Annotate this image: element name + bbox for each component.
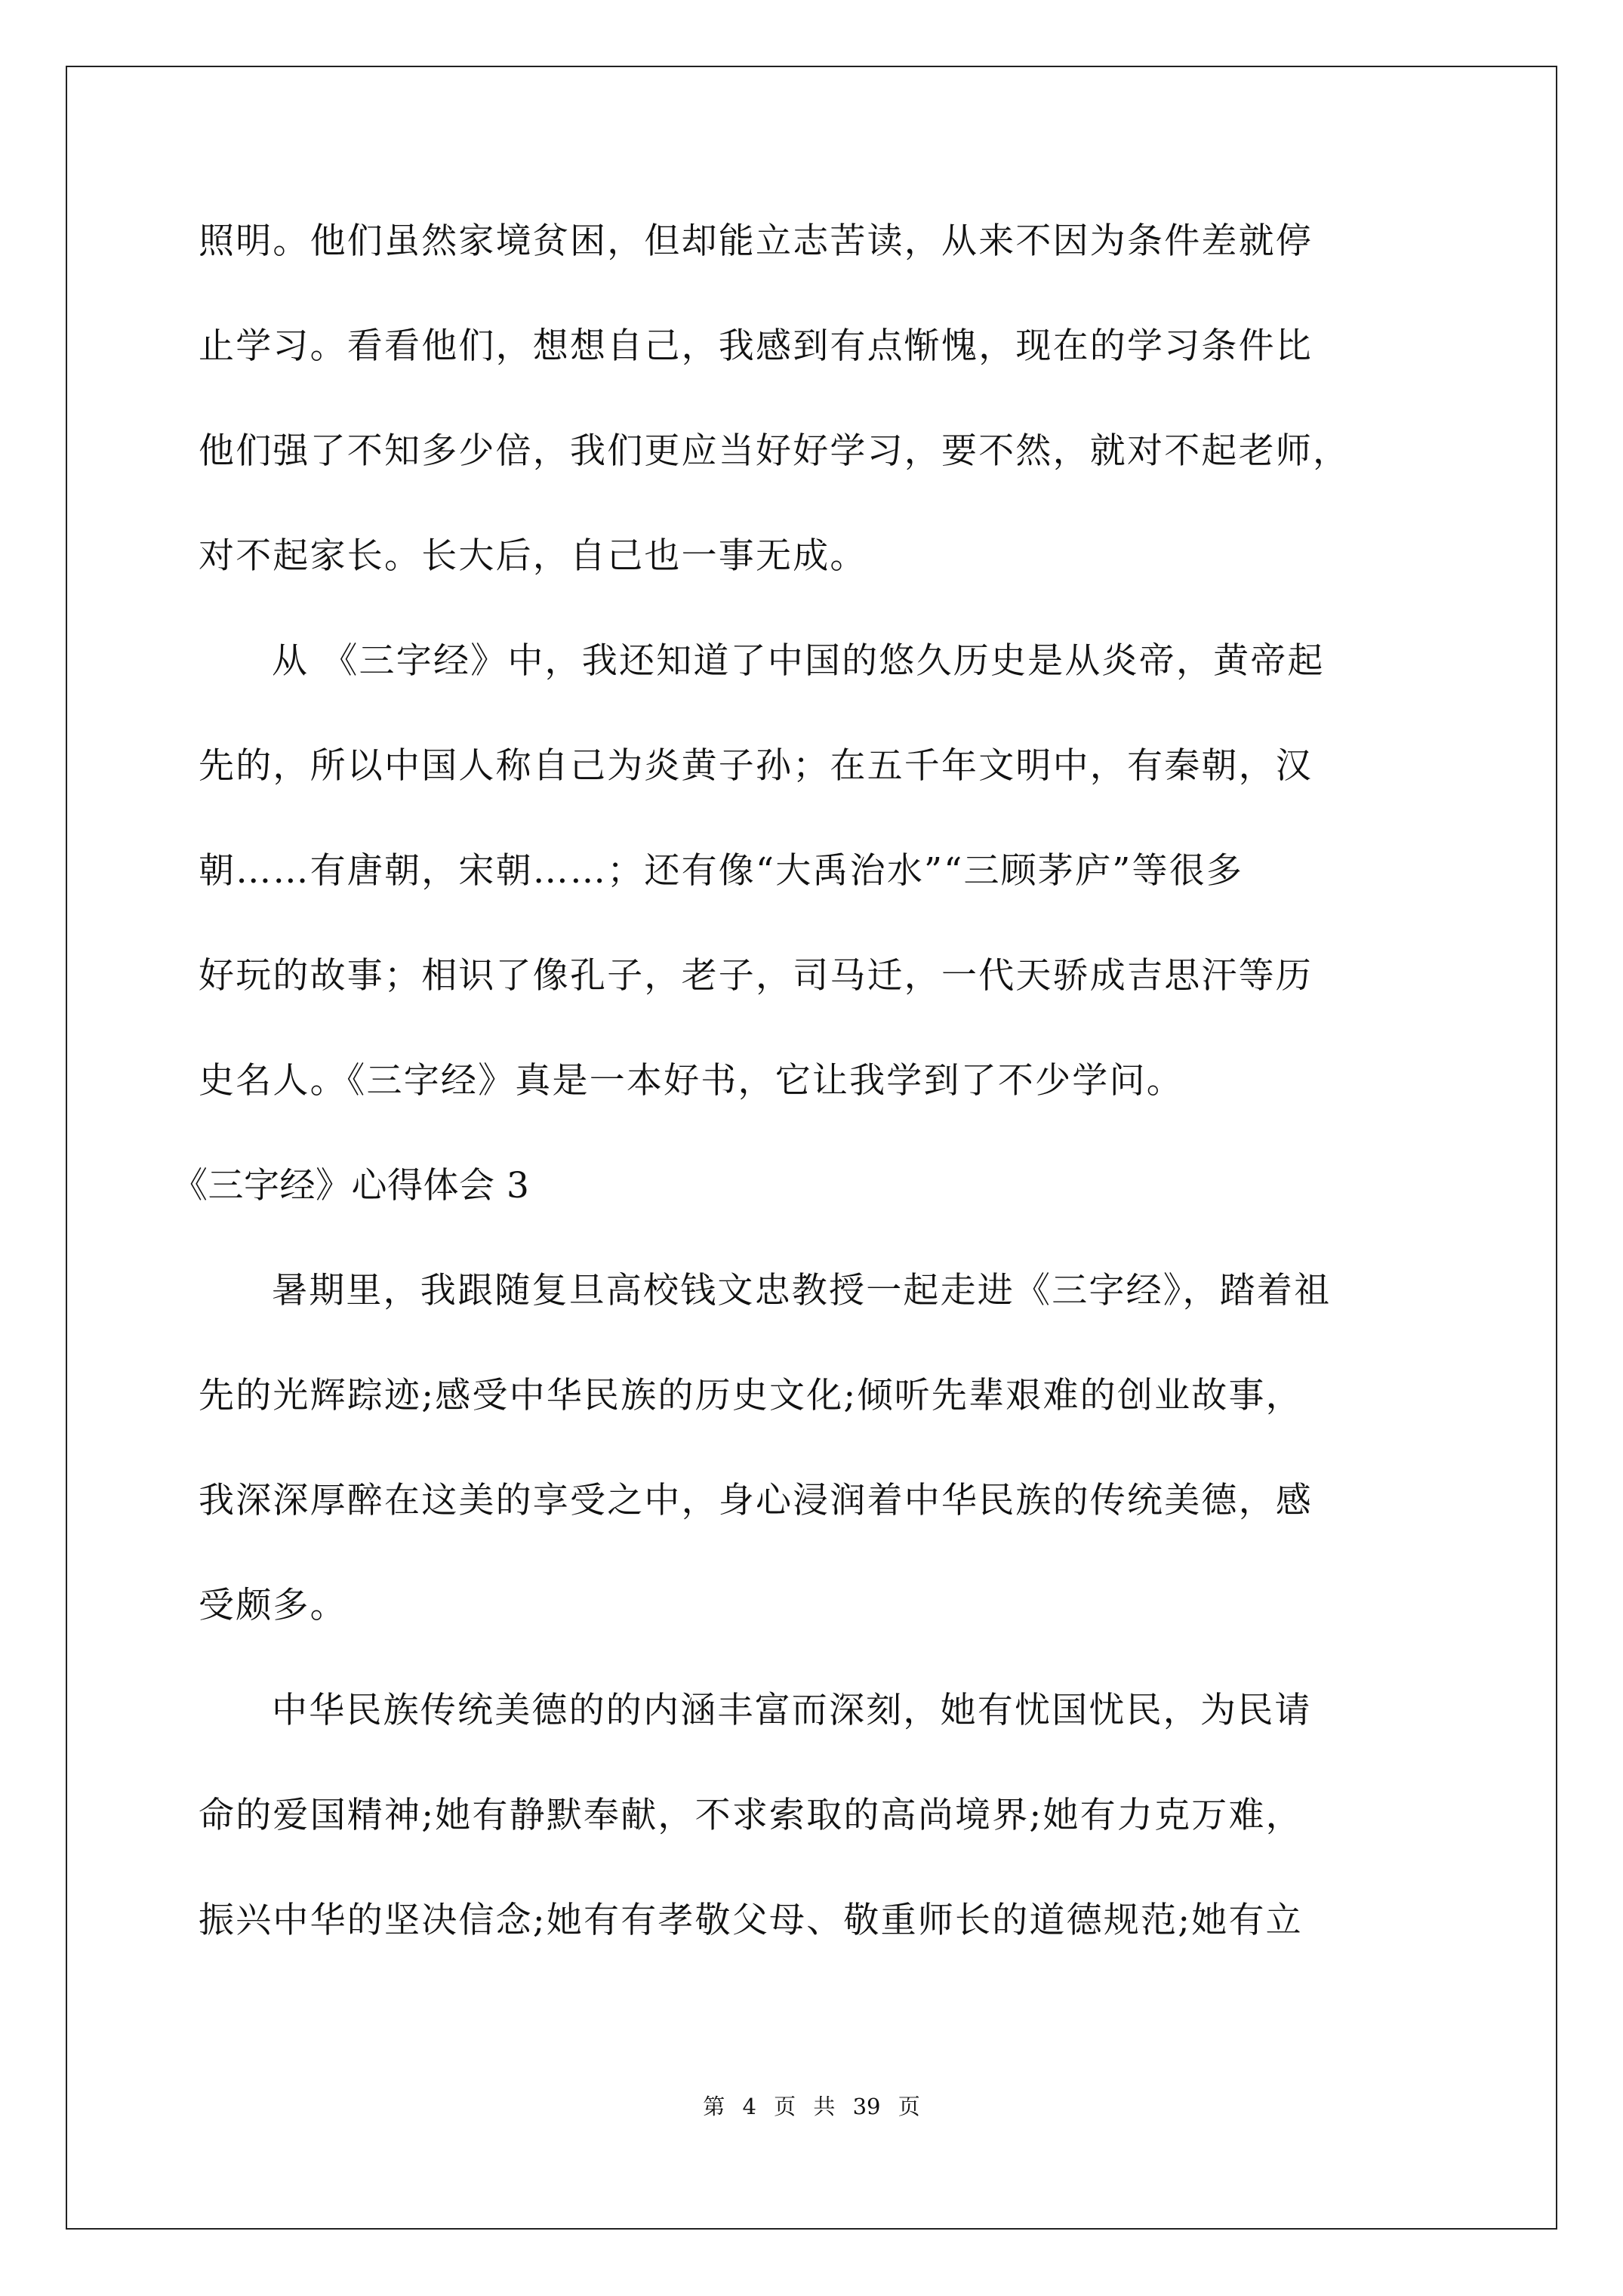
body-text-line: 史名人。《三字经》真是一本好书，它让我学到了不少学问。: [199, 1060, 1184, 1102]
section-heading: 《三字经》心得体会 3: [172, 1165, 530, 1207]
body-text-line: 我深深厚醉在这美的享受之中，身心浸润着中华民族的传统美德，感: [199, 1480, 1313, 1521]
body-text-line: 对不起家长。长大后，自己也一事无成。: [199, 535, 867, 577]
body-text-line: 先的，所以中国人称自己为炎黄子孙；在五千年文明中，有秦朝，汉: [199, 745, 1313, 787]
body-text-line: 受颇多。: [199, 1585, 347, 1626]
page-number-footer: 第 4 页 共 39 页: [703, 2094, 920, 2119]
body-text-line: 振兴中华的坚决信念;她有有孝敬父母、敬重师长的道德规范;她有立: [199, 1900, 1303, 1941]
body-text-line: 朝……有唐朝，宋朝……；还有像“大禹治水”“三顾茅庐”等很多: [199, 850, 1244, 892]
body-text-line: 好玩的故事；相识了像孔子，老子，司马迁，一代天骄成吉思汗等历: [199, 955, 1313, 997]
body-text-line: 先的光辉踪迹;感受中华民族的历史文化;倾听先辈艰难的创业故事，: [199, 1375, 1303, 1416]
body-text-line: 命的爱国精神;她有静默奉献，不求索取的高尚境界;她有力克万难，: [199, 1795, 1303, 1836]
body-text-line: 中华民族传统美德的的内涵丰富而深刻，她有忧国忧民，为民请: [272, 1690, 1312, 1731]
body-text-line: 从 《三字经》中，我还知道了中国的悠久历史是从炎帝，黄帝起: [272, 640, 1325, 682]
body-text-line: 暑期里，我跟随复旦高校钱文忠教授一起走进《三字经》，踏着祖: [272, 1270, 1332, 1311]
body-text-line: 他们强了不知多少倍，我们更应当好好学习，要不然，就对不起老师，: [199, 430, 1350, 472]
body-text-line: 止学习。看看他们，想想自己，我感到有点惭愧，现在的学习条件比: [199, 325, 1313, 367]
body-text-line: 照明。他们虽然家境贫困，但却能立志苦读，从来不因为条件差就停: [199, 220, 1313, 262]
